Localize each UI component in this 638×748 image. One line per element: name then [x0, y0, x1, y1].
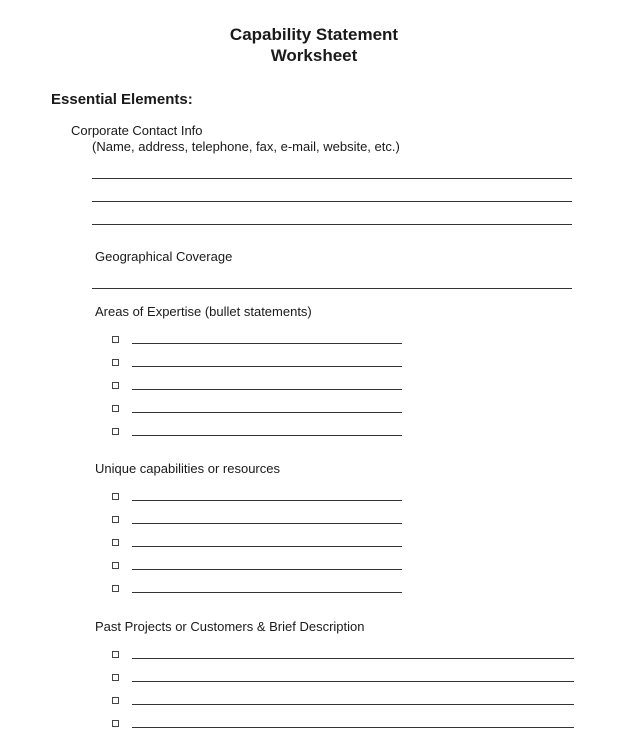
- geographical-label: Geographical Coverage: [95, 249, 233, 264]
- expertise-line-3[interactable]: [132, 389, 402, 390]
- contact-line-2[interactable]: [92, 201, 572, 202]
- unique-checkbox-3[interactable]: [112, 539, 119, 546]
- unique-checkbox-1[interactable]: [112, 493, 119, 500]
- contact-label: Corporate Contact Info: [71, 123, 203, 138]
- unique-line-5[interactable]: [132, 592, 402, 593]
- projects-checkbox-4[interactable]: [112, 720, 119, 727]
- unique-checkbox-5[interactable]: [112, 585, 119, 592]
- expertise-line-4[interactable]: [132, 412, 402, 413]
- expertise-checkbox-3[interactable]: [112, 382, 119, 389]
- projects-checkbox-3[interactable]: [112, 697, 119, 704]
- section-heading: Essential Elements:: [51, 91, 193, 108]
- unique-checkbox-2[interactable]: [112, 516, 119, 523]
- projects-checkbox-1[interactable]: [112, 651, 119, 658]
- expertise-line-5[interactable]: [132, 435, 402, 436]
- page-title-line-1: Capability Statement: [229, 25, 399, 44]
- page-title-line-2: Worksheet: [270, 46, 358, 65]
- expertise-checkbox-5[interactable]: [112, 428, 119, 435]
- projects-line-2[interactable]: [132, 681, 574, 682]
- geographical-line[interactable]: [92, 288, 572, 289]
- unique-checkbox-4[interactable]: [112, 562, 119, 569]
- contact-line-1[interactable]: [92, 178, 572, 179]
- contact-line-3[interactable]: [92, 224, 572, 225]
- unique-line-3[interactable]: [132, 546, 402, 547]
- projects-line-1[interactable]: [132, 658, 574, 659]
- expertise-checkbox-1[interactable]: [112, 336, 119, 343]
- expertise-line-1[interactable]: [132, 343, 402, 344]
- unique-line-1[interactable]: [132, 500, 402, 501]
- expertise-checkbox-4[interactable]: [112, 405, 119, 412]
- expertise-line-2[interactable]: [132, 366, 402, 367]
- contact-hint: (Name, address, telephone, fax, e-mail, website, etc.): [92, 139, 400, 154]
- expertise-checkbox-2[interactable]: [112, 359, 119, 366]
- unique-label: Unique capabilities or resources: [95, 461, 280, 476]
- projects-label: Past Projects or Customers & Brief Description: [95, 619, 365, 634]
- unique-line-4[interactable]: [132, 569, 402, 570]
- unique-line-2[interactable]: [132, 523, 402, 524]
- projects-line-3[interactable]: [132, 704, 574, 705]
- projects-checkbox-2[interactable]: [112, 674, 119, 681]
- expertise-label: Areas of Expertise (bullet statements): [95, 304, 312, 319]
- projects-line-4[interactable]: [132, 727, 574, 728]
